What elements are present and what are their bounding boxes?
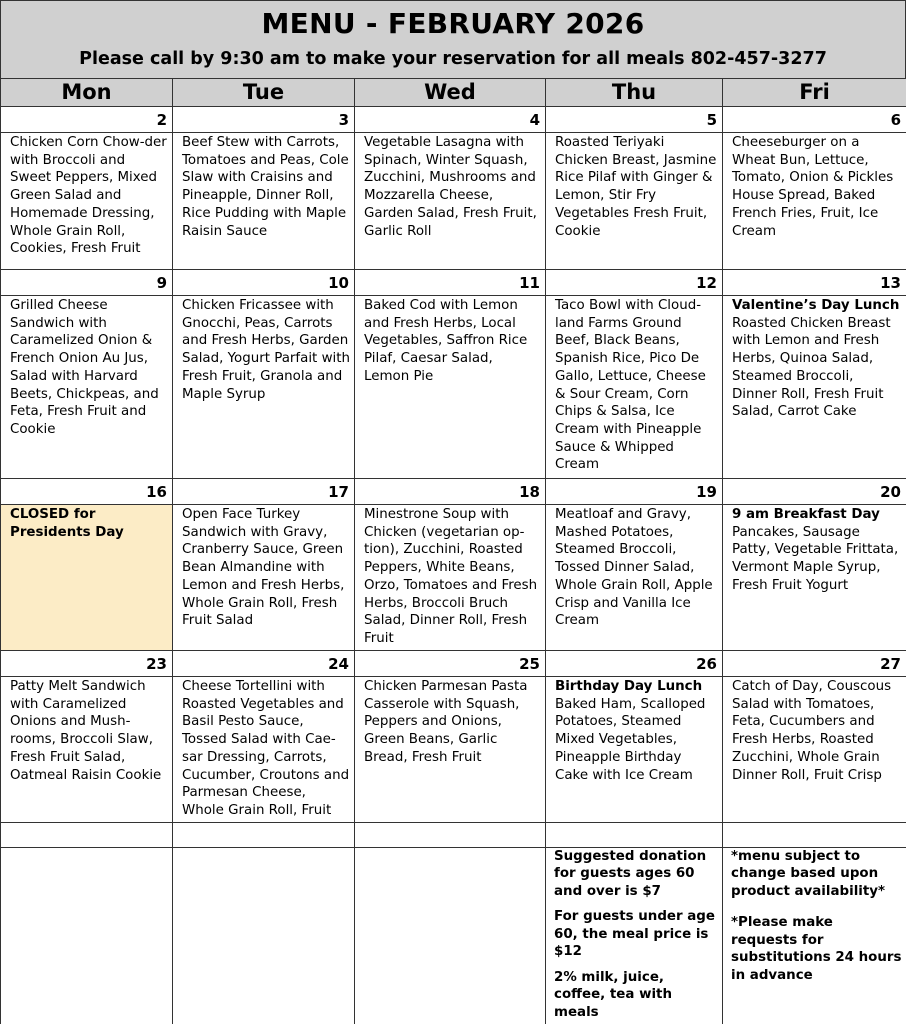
weekday-fri: Fri bbox=[723, 79, 906, 107]
meal-cell bbox=[355, 296, 546, 479]
availability-note: *menu subject to change based upon product availability* bbox=[731, 848, 886, 899]
meal-text: Baked Cod with Lemon and Fresh Herbs, Local Vegetables, Saffron Rice Pilaf, Caesar Salad, Lemon Pie bbox=[364, 298, 528, 384]
date-number: 4 bbox=[355, 107, 546, 133]
week-1-meals bbox=[1, 133, 906, 270]
closed-notice: CLOSED for Presidents Day bbox=[10, 507, 124, 540]
meal-cell bbox=[1, 133, 173, 270]
birthday-lunch-title: Birthday Day Lunch bbox=[555, 679, 703, 694]
meal-cell bbox=[546, 677, 723, 823]
weekday-header-row bbox=[1, 79, 906, 107]
meal-text: Cheese Tortellini with Roasted Vegetables and Basil Pesto Sauce, Tossed Salad with Cae-sar Dressing, Carrots, Cucumber, Croutons and Parmesan Cheese, Whole Grain Roll, Fruit bbox=[182, 679, 350, 818]
week-4-meals bbox=[1, 677, 906, 823]
date-number: 23 bbox=[1, 651, 173, 677]
date-number: 18 bbox=[355, 479, 546, 505]
pricing-notes bbox=[546, 847, 723, 1024]
meal-text: Minestrone Soup with Chicken (vegetarian op-tion), Zucchini, Roasted Peppers, White Beans, Orzo, Tomatoes and Fresh Herbs, Broccoli Bruch Salad, Dinner Roll, Fresh Fruit bbox=[364, 507, 538, 646]
date-number: 24 bbox=[173, 651, 355, 677]
page-title: MENU - FEBRUARY 2026 bbox=[261, 7, 645, 40]
spacer-row bbox=[1, 822, 906, 847]
meal-cell bbox=[355, 677, 546, 823]
meal-text: Cheeseburger on a Wheat Bun, Lettuce, Tomato, Onion & Pickles House Spread, Baked French Fries, Fruit, Ice Cream bbox=[732, 135, 894, 239]
meal-cell bbox=[546, 296, 723, 479]
meal-text: Pancakes, Sausage Patty, Vegetable Frittata, Vermont Maple Syrup, Fresh Fruit Yogurt bbox=[732, 524, 899, 593]
date-number: 5 bbox=[546, 107, 723, 133]
date-number: 19 bbox=[546, 479, 723, 505]
meal-text: Open Face Turkey Sandwich with Gravy, Cranberry Sauce, Green Bean Almandine with Lemon and Fresh Herbs, Whole Grain Roll, Fresh Fruit Salad bbox=[182, 507, 345, 629]
meal-cell bbox=[1, 296, 173, 479]
menu-header bbox=[0, 0, 906, 79]
weekday-wed: Wed bbox=[355, 79, 546, 107]
breakfast-day-title: 9 am Breakfast Day bbox=[732, 507, 880, 522]
date-number: 2 bbox=[1, 107, 173, 133]
meal-text: Vegetable Lasagna with Spinach, Winter Squash, Zucchini, Mushrooms and Mozzarella Cheese, Garden Salad, Fresh Fruit, Garlic Roll bbox=[364, 135, 537, 239]
date-number: 20 bbox=[723, 479, 906, 505]
weekday-mon: Mon bbox=[1, 79, 173, 107]
date-number: 26 bbox=[546, 651, 723, 677]
meal-cell bbox=[355, 505, 546, 651]
meal-cell bbox=[173, 677, 355, 823]
meal-text: Patty Melt Sandwich with Caramelized Onions and Mush-rooms, Broccoli Slaw, Fresh Fruit Salad, Oatmeal Raisin Cookie bbox=[10, 679, 162, 783]
meal-cell bbox=[723, 133, 906, 270]
meal-cell bbox=[723, 505, 906, 651]
meal-cell bbox=[723, 677, 906, 823]
meal-cell bbox=[546, 133, 723, 270]
date-number: 25 bbox=[355, 651, 546, 677]
drinks-note: 2% milk, juice, coffee, tea with meals bbox=[554, 969, 672, 1020]
date-number: 10 bbox=[173, 270, 355, 296]
week-4-dates bbox=[1, 651, 906, 677]
meal-cell bbox=[173, 296, 355, 479]
date-number: 3 bbox=[173, 107, 355, 133]
weekday-tue: Tue bbox=[173, 79, 355, 107]
week-1-dates bbox=[1, 107, 906, 133]
date-number: 16 bbox=[1, 479, 173, 505]
meal-cell bbox=[723, 296, 906, 479]
substitution-note: *Please make requests for substitutions 24 hours in advance bbox=[731, 915, 902, 983]
meal-text: Catch of Day, Couscous Salad with Tomatoes, Feta, Cucumbers and Fresh Herbs, Roasted Zucchini, Whole Grain Dinner Roll, Fruit Crisp bbox=[732, 679, 892, 783]
date-number: 9 bbox=[1, 270, 173, 296]
meal-cell bbox=[173, 133, 355, 270]
date-number: 27 bbox=[723, 651, 906, 677]
meal-cell bbox=[1, 677, 173, 823]
week-3-dates bbox=[1, 479, 906, 505]
meal-text: Chicken Fricassee with Gnocchi, Peas, Carrots and Fresh Herbs, Garden Salad, Yogurt Parfait with Fresh Fruit, Granola and Maple Syrup bbox=[182, 298, 350, 402]
meal-text: Taco Bowl with Cloud-land Farms Ground Beef, Black Beans, Spanish Rice, Pico De Gallo, Lettuce, Cheese & Sour Cream, Corn Chips & Salsa, Ice Cream with Pineapple Sauce & Whipped Cream bbox=[555, 298, 706, 473]
special-lunch-title: Valentine’s Day Lunch bbox=[732, 298, 900, 313]
meal-cell bbox=[355, 133, 546, 270]
meal-text: Chicken Corn Chow-der with Broccoli and Sweet Peppers, Mixed Green Salad and Homemade Dressing, Whole Grain Roll, Cookies, Fresh Fruit bbox=[10, 135, 167, 257]
menu-calendar bbox=[0, 78, 906, 1024]
reservation-notice: Please call by 9:30 am to make your reservation for all meals 802-457-3277 bbox=[79, 49, 827, 69]
meal-cell bbox=[546, 505, 723, 651]
date-number: 11 bbox=[355, 270, 546, 296]
meal-text: Grilled Cheese Sandwich with Caramelized Onion & French Onion Au Jus, Salad with Harvard Beets, Chickpeas, and Feta, Fresh Fruit and Cookie bbox=[10, 298, 159, 437]
meal-text: Baked Ham, Scalloped Potatoes, Steamed Mixed Vegetables, Pineapple Birthday Cake with Ice Cream bbox=[555, 696, 706, 783]
weekday-thu: Thu bbox=[546, 79, 723, 107]
meal-text: Beef Stew with Carrots, Tomatoes and Peas, Cole Slaw with Craisins and Pineapple, Dinner Roll, Rice Pudding with Maple Raisin Sauce bbox=[182, 135, 349, 239]
date-number: 12 bbox=[546, 270, 723, 296]
meal-text: Chicken Parmesan Pasta Casserole with Squash, Peppers and Onions, Green Beans, Garlic Bread, Fresh Fruit bbox=[364, 679, 528, 765]
date-number: 17 bbox=[173, 479, 355, 505]
date-number: 13 bbox=[723, 270, 906, 296]
closed-cell bbox=[1, 505, 173, 651]
menu-disclaimers bbox=[723, 847, 906, 1024]
donation-note: Suggested donation for guests ages 60 and over is $7 bbox=[554, 848, 707, 899]
meal-text: Roasted Teriyaki Chicken Breast, Jasmine Rice Pilaf with Ginger & Lemon, Stir Fry Vegetables Fresh Fruit, Cookie bbox=[555, 135, 717, 239]
meal-cell bbox=[173, 505, 355, 651]
meal-text: Roasted Chicken Breast with Lemon and Fresh Herbs, Quinoa Salad, Steamed Broccoli, Dinner Roll, Fresh Fruit Salad, Carrot Cake bbox=[732, 315, 891, 420]
date-number: 6 bbox=[723, 107, 906, 133]
notes-row bbox=[1, 847, 906, 1024]
week-2-meals bbox=[1, 296, 906, 479]
meal-text: Meatloaf and Gravy, Mashed Potatoes, Steamed Broccoli, Tossed Dinner Salad, Whole Grain Roll, Apple Crisp and Vanilla Ice Cream bbox=[555, 507, 713, 629]
week-2-dates bbox=[1, 270, 906, 296]
week-3-meals bbox=[1, 505, 906, 651]
under-60-price-note: For guests under age 60, the meal price is $12 bbox=[554, 909, 715, 960]
